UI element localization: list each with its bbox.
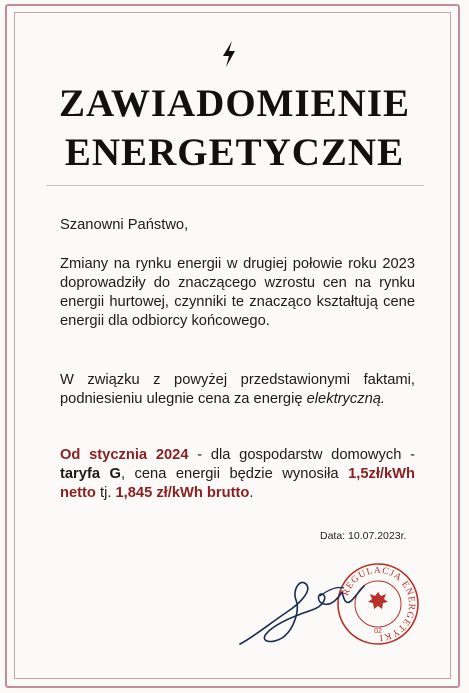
issue-date: Data: 10.07.2023r. bbox=[320, 530, 407, 542]
title-divider bbox=[46, 185, 424, 186]
paragraph-price-increase bbox=[60, 371, 415, 409]
title-line-1: ZAWIADOMIENIE bbox=[58, 82, 411, 125]
signature bbox=[232, 572, 372, 652]
tariff-text-4: . bbox=[249, 485, 254, 501]
paragraph-new-tariff bbox=[60, 446, 415, 503]
tariff-name: taryfa G bbox=[60, 466, 121, 482]
gross-price: 1,845 zł/kWh brutto bbox=[115, 485, 250, 501]
tariff-text-1: - dla gospodarstw domowych - bbox=[188, 447, 416, 463]
greeting: Szanowni Państwo, bbox=[60, 217, 189, 233]
paragraph-price-increase-italic: elektryczną. bbox=[306, 391, 385, 407]
stamp-number: 02 bbox=[374, 628, 382, 635]
tariff-text-2: , cena energii będzie wynosiła bbox=[120, 466, 349, 482]
tariff-text-3: tj. bbox=[95, 485, 116, 501]
paragraph-price-increase-text: W związku z powyżej przedstawionymi faktami, podniesieniu ulegnie cena za energię bbox=[60, 372, 415, 407]
title-line-2: ENERGETYCZNE bbox=[64, 131, 405, 174]
effective-date: Od stycznia 2024 bbox=[60, 447, 189, 463]
paragraph-market-changes: Zmiany na rynku energii w drugiej połowie roku 2023 doprowadziły do znaczącego wzrostu cen na rynku energii hurtowej, czynniki te znacząco kształtują cene energii dla odbiorcy końcowego. bbox=[60, 256, 415, 329]
net-price: 1,5zł/kWh netto bbox=[60, 466, 416, 501]
stamp-text: REGULACJA ENERGETYKI bbox=[341, 565, 417, 643]
lightning-bolt-icon bbox=[218, 40, 240, 68]
